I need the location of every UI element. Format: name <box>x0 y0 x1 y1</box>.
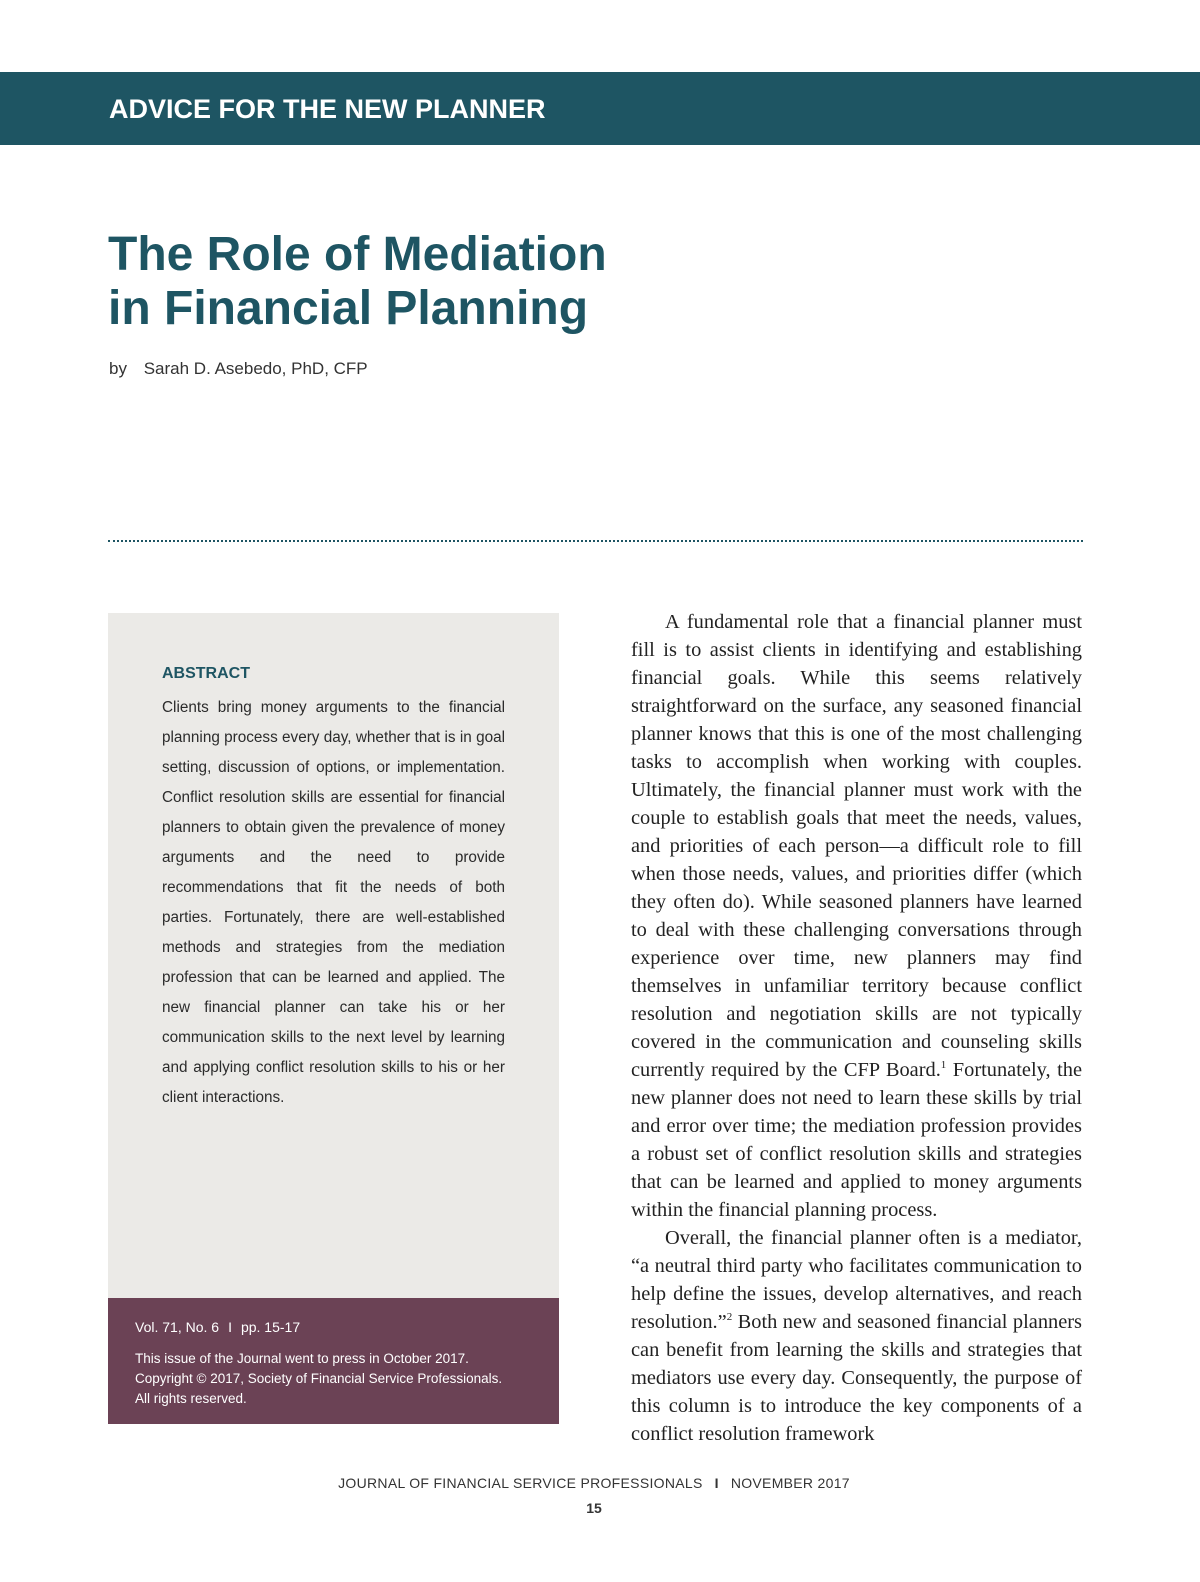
volume-separator: I <box>228 1319 232 1335</box>
copyright-notice: Copyright © 2017, Society of Financial Service Professionals. <box>135 1371 503 1386</box>
rights-notice: All rights reserved. <box>135 1391 247 1406</box>
press-date: This issue of the Journal went to press in October 2017. <box>135 1351 469 1366</box>
press-note <box>135 1349 545 1409</box>
section-label: ADVICE FOR THE NEW PLANNER <box>109 94 546 124</box>
volume-line <box>135 1319 300 1335</box>
article-title-line-2: in Financial Planning <box>108 282 589 335</box>
body-paragraph-1-text-b: Fortunately, the new planner does not need to learn these skills by trial and error over time; the mediation profession provides a robust set of conflict resolution skills and strategies that can be learned and applied to money arguments within the financial planning process. <box>631 1059 1082 1221</box>
body-paragraph-2-text-b: Both new and seasoned financial planners can benefit from learning the skills and strategies that mediators use every day. Consequently, the purpose of this column is to introduce the key components of a conflict resolution framework <box>631 1311 1082 1445</box>
article-body <box>631 608 1082 1448</box>
volume-number: Vol. 71, No. 6 <box>135 1319 220 1335</box>
author-name: Sarah D. Asebedo, PhD, CFP <box>143 359 368 378</box>
footer-journal-line <box>0 1475 1188 1491</box>
body-paragraph-1 <box>631 608 1082 1224</box>
page-range: pp. 15-17 <box>240 1319 301 1335</box>
footnote-ref-1[interactable]: 1 <box>940 1059 947 1072</box>
abstract-heading: ABSTRACT <box>162 665 250 682</box>
journal-name: JOURNAL OF FINANCIAL SERVICE PROFESSIONALS <box>338 1475 703 1491</box>
dotted-divider <box>108 540 1083 542</box>
publication-info-box <box>108 1298 559 1424</box>
byline-prefix: by <box>109 359 127 378</box>
footer-separator: I <box>714 1475 719 1491</box>
article-title-line-1: The Role of Mediation <box>108 228 607 281</box>
issue-date: NOVEMBER 2017 <box>730 1475 850 1491</box>
section-banner <box>0 72 1200 145</box>
article-title <box>108 228 607 336</box>
footnote-ref-2[interactable]: 2 <box>726 1311 733 1324</box>
body-paragraph-2-text-a: Overall, the financial planner often is a mediator, “a neutral third party who facilitates communication to help define the issues, develop alternatives, and reach resolution.” <box>631 1227 1082 1333</box>
page-number: 15 <box>586 1500 602 1516</box>
body-paragraph-1-text-a: A fundamental role that a financial planner must fill is to assist clients in identifying and establishing financial goals. While this seems relatively straightforward on the surface, any seasoned financial planner knows that this is one of the most challenging tasks to accomplish when working with couples. Ultimately, the financial planner must work with the couple to establish goals that meet the needs, values, and priorities of each person—a difficult role to fill when those needs, values, and priorities differ (which they often do). While seasoned planners have learned to deal with these challenging conversations through experience over time, new planners may find themselves in unfamiliar territory because conflict resolution and negotiation skills are not typically covered in the communication and counseling skills currently required by the CFP Board. <box>631 611 1082 1081</box>
byline <box>109 359 368 379</box>
body-paragraph-2 <box>631 1224 1082 1448</box>
abstract-box <box>108 613 559 1299</box>
abstract-text: Clients bring money arguments to the financial planning process every day, whether that is in goal setting, discussion of options, or implementation. Conflict resolution skills are essential for financial planners to obtain given the prevalence of money arguments and the need to provide recommendations that fit the needs of both parties. Fortunately, there are well-established methods and strategies from the mediation profession that can be learned and applied. The new financial planner can take his or her communication skills to the next level by learning and applying conflict resolution skills to his or her client interactions. <box>162 699 505 1106</box>
